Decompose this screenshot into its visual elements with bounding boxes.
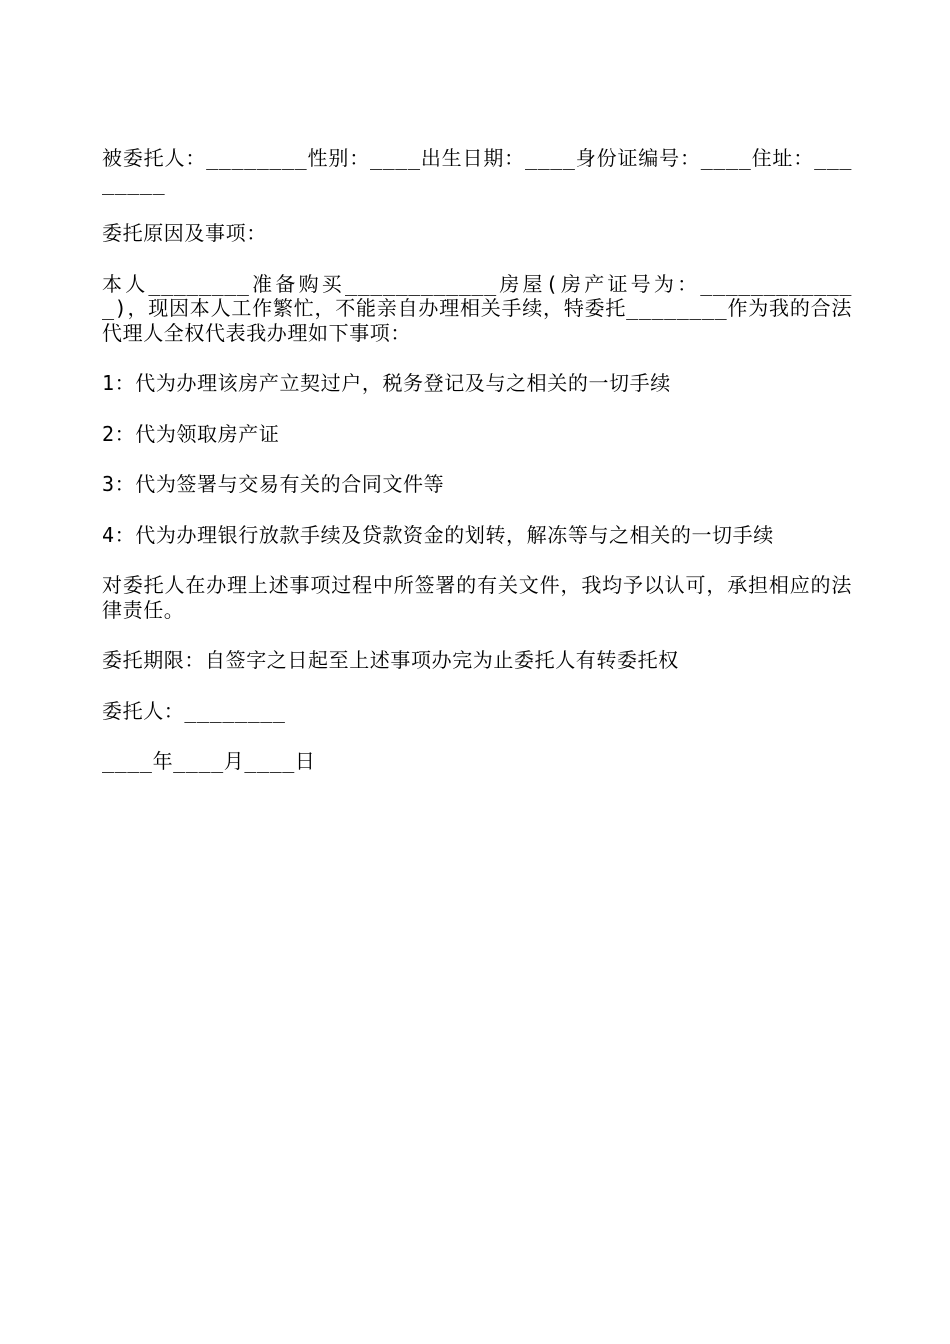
trustee-info-line: 被委托人：________性别：____出生日期：____身份证编号：____住址：________ bbox=[102, 146, 852, 195]
entrust-period: 委托期限：自签字之日起至上述事项办完为止委托人有转委托权 bbox=[102, 648, 679, 672]
document-page bbox=[102, 146, 852, 800]
acknowledgement: 对委托人在办理上述事项过程中所签署的有关文件，我均予以认可，承担相应的法律责任。 bbox=[102, 573, 852, 622]
item-3: 3：代为签署与交易有关的合同文件等 bbox=[102, 472, 445, 496]
date-line: ____年____月____日 bbox=[102, 749, 316, 773]
item-4: 4：代为办理银行放款手续及贷款资金的划转，解冻等与之相关的一切手续 bbox=[102, 522, 774, 547]
principal-signature: 委托人：________ bbox=[102, 698, 286, 723]
purchase-statement: 本人________准备购买____________房屋(房产证号为：_____________)，现因本人工作繁忙，不能亲自办理相关手续，特委托________作为我的合法代理人全权代表我办理如下事项： bbox=[102, 271, 852, 345]
reason-heading: 委托原因及事项： bbox=[102, 221, 267, 245]
item-1: 1：代为办理该房产立契过户，税务登记及与之相关的一切手续 bbox=[102, 371, 671, 395]
item-2: 2：代为领取房产证 bbox=[102, 421, 280, 446]
